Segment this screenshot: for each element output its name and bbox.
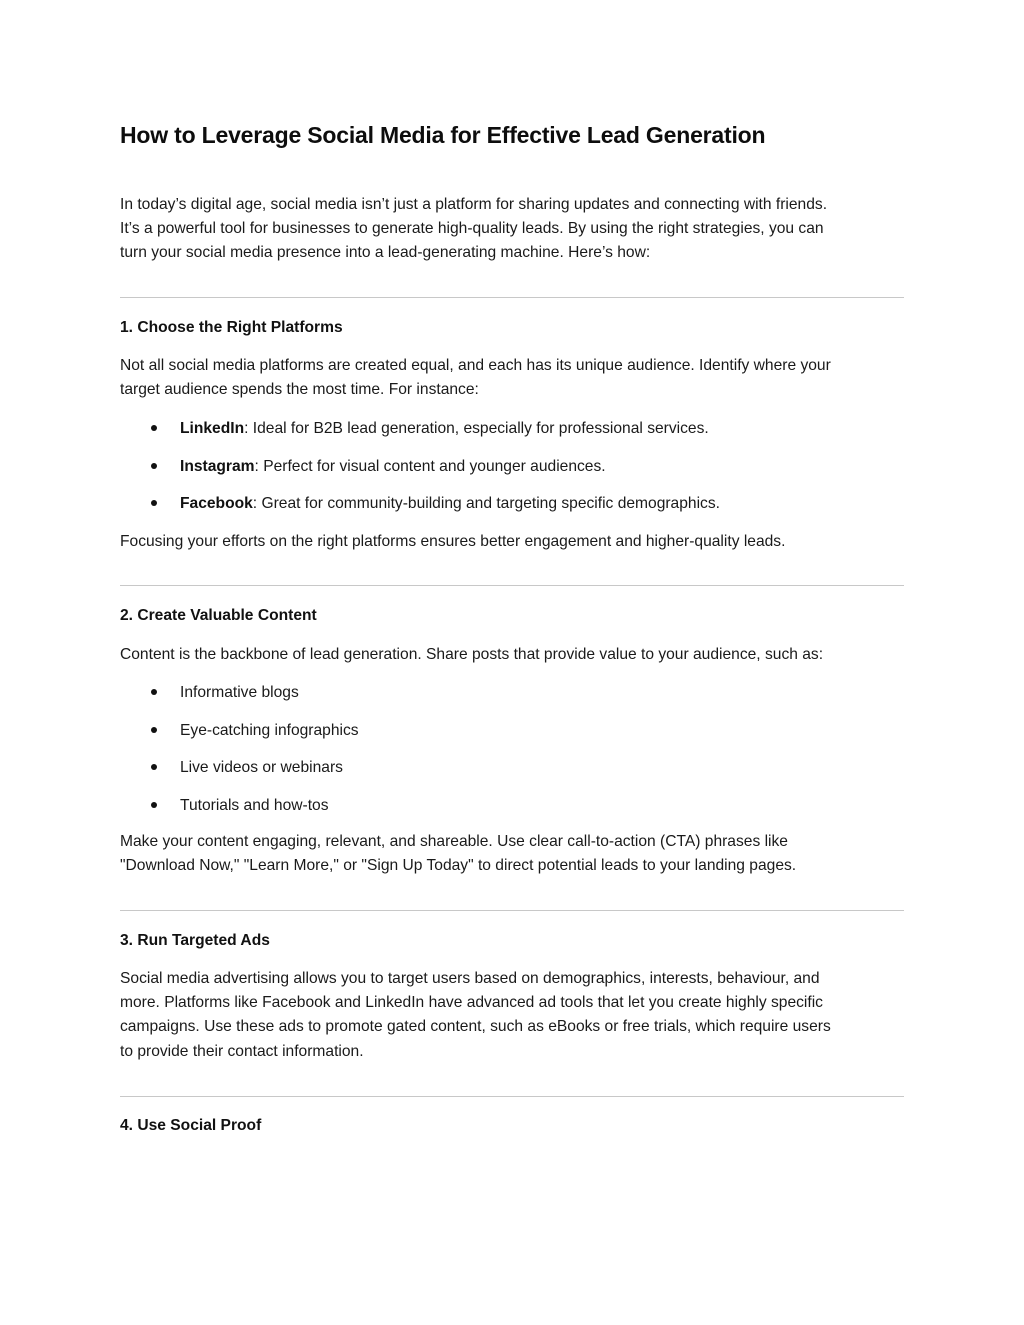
bullet-icon	[151, 802, 157, 808]
bullet-icon	[151, 500, 157, 506]
paragraph-line: to provide their contact information.	[120, 1042, 364, 1060]
section2-outro-paragraph	[120, 830, 796, 878]
paragraph-line: Focusing your efforts on the right platforms ensures better engagement and higher-quality leads.	[120, 533, 786, 550]
section-heading-platforms: 1. Choose the Right Platforms	[120, 319, 343, 336]
paragraph-line: Make your content engaging, relevant, and shareable. Use clear call-to-action (CTA) phrases like	[120, 833, 788, 850]
section3-body-paragraph	[120, 967, 831, 1064]
section-divider	[120, 910, 904, 911]
section-divider	[120, 585, 904, 586]
platform-list	[120, 419, 904, 532]
bullet-icon	[151, 764, 157, 770]
platform-description: : Perfect for visual content and younger audiences.	[254, 457, 606, 475]
platform-name: Instagram	[180, 457, 255, 475]
list-item	[120, 494, 904, 532]
section-heading-content: 2. Create Valuable Content	[120, 607, 317, 624]
platform-description: : Great for community-building and targeting specific demographics.	[252, 495, 720, 512]
list-item	[120, 758, 904, 796]
intro-line: In today’s digital age, social media isn’t just a platform for sharing updates and connecting with friends.	[120, 196, 828, 213]
platform-name: Facebook	[180, 495, 253, 512]
paragraph-line: Not all social media platforms are created equal, and each has its unique audience. Identify where your	[120, 357, 831, 374]
paragraph-line: target audience spends the most time. For instance:	[120, 381, 479, 399]
list-item-text: Live videos or webinars	[180, 759, 343, 776]
page-title: How to Leverage Social Media for Effective Lead Generation	[120, 122, 766, 148]
list-item-text: Informative blogs	[180, 684, 299, 701]
platform-description: : Ideal for B2B lead generation, especially for professional services.	[244, 420, 709, 437]
list-item	[120, 457, 904, 495]
section1-outro-paragraph	[120, 530, 785, 554]
bullet-icon	[151, 463, 157, 469]
list-item	[120, 683, 904, 721]
intro-paragraph	[120, 193, 827, 266]
paragraph-line: Social media advertising allows you to target users based on demographics, interests, behaviour, and	[120, 970, 820, 987]
intro-line: turn your social media presence into a lead-generating machine. Here’s how:	[120, 244, 651, 262]
paragraph-line: Content is the backbone of lead generation. Share posts that provide value to your audience, such as:	[120, 646, 824, 663]
paragraph-line: more. Platforms like Facebook and LinkedIn have advanced ad tools that let you create highly specific	[120, 994, 823, 1012]
section1-intro-paragraph	[120, 354, 831, 402]
section-heading-ads: 3. Run Targeted Ads	[120, 932, 270, 949]
bullet-icon	[151, 425, 157, 431]
list-item	[120, 796, 904, 834]
paragraph-line: campaigns. Use these ads to promote gated content, such as eBooks or free trials, which require users	[120, 1018, 831, 1036]
list-item-text: Tutorials and how-tos	[180, 796, 329, 814]
section2-intro-paragraph	[120, 643, 823, 667]
bullet-icon	[151, 727, 157, 733]
section-divider	[120, 1096, 904, 1097]
intro-line: It’s a powerful tool for businesses to generate high-quality leads. By using the right strategies, you can	[120, 220, 824, 238]
section-heading-social-proof: 4. Use Social Proof	[120, 1117, 262, 1134]
paragraph-line: "Download Now," "Learn More," or "Sign Up Today" to direct potential leads to your landing pages.	[120, 857, 797, 875]
list-item	[120, 419, 904, 457]
section-divider	[120, 297, 904, 298]
content-type-list	[120, 683, 904, 833]
bullet-icon	[151, 689, 157, 695]
list-item	[120, 721, 904, 759]
list-item-text: Eye-catching infographics	[180, 721, 359, 739]
platform-name: LinkedIn	[180, 420, 245, 437]
